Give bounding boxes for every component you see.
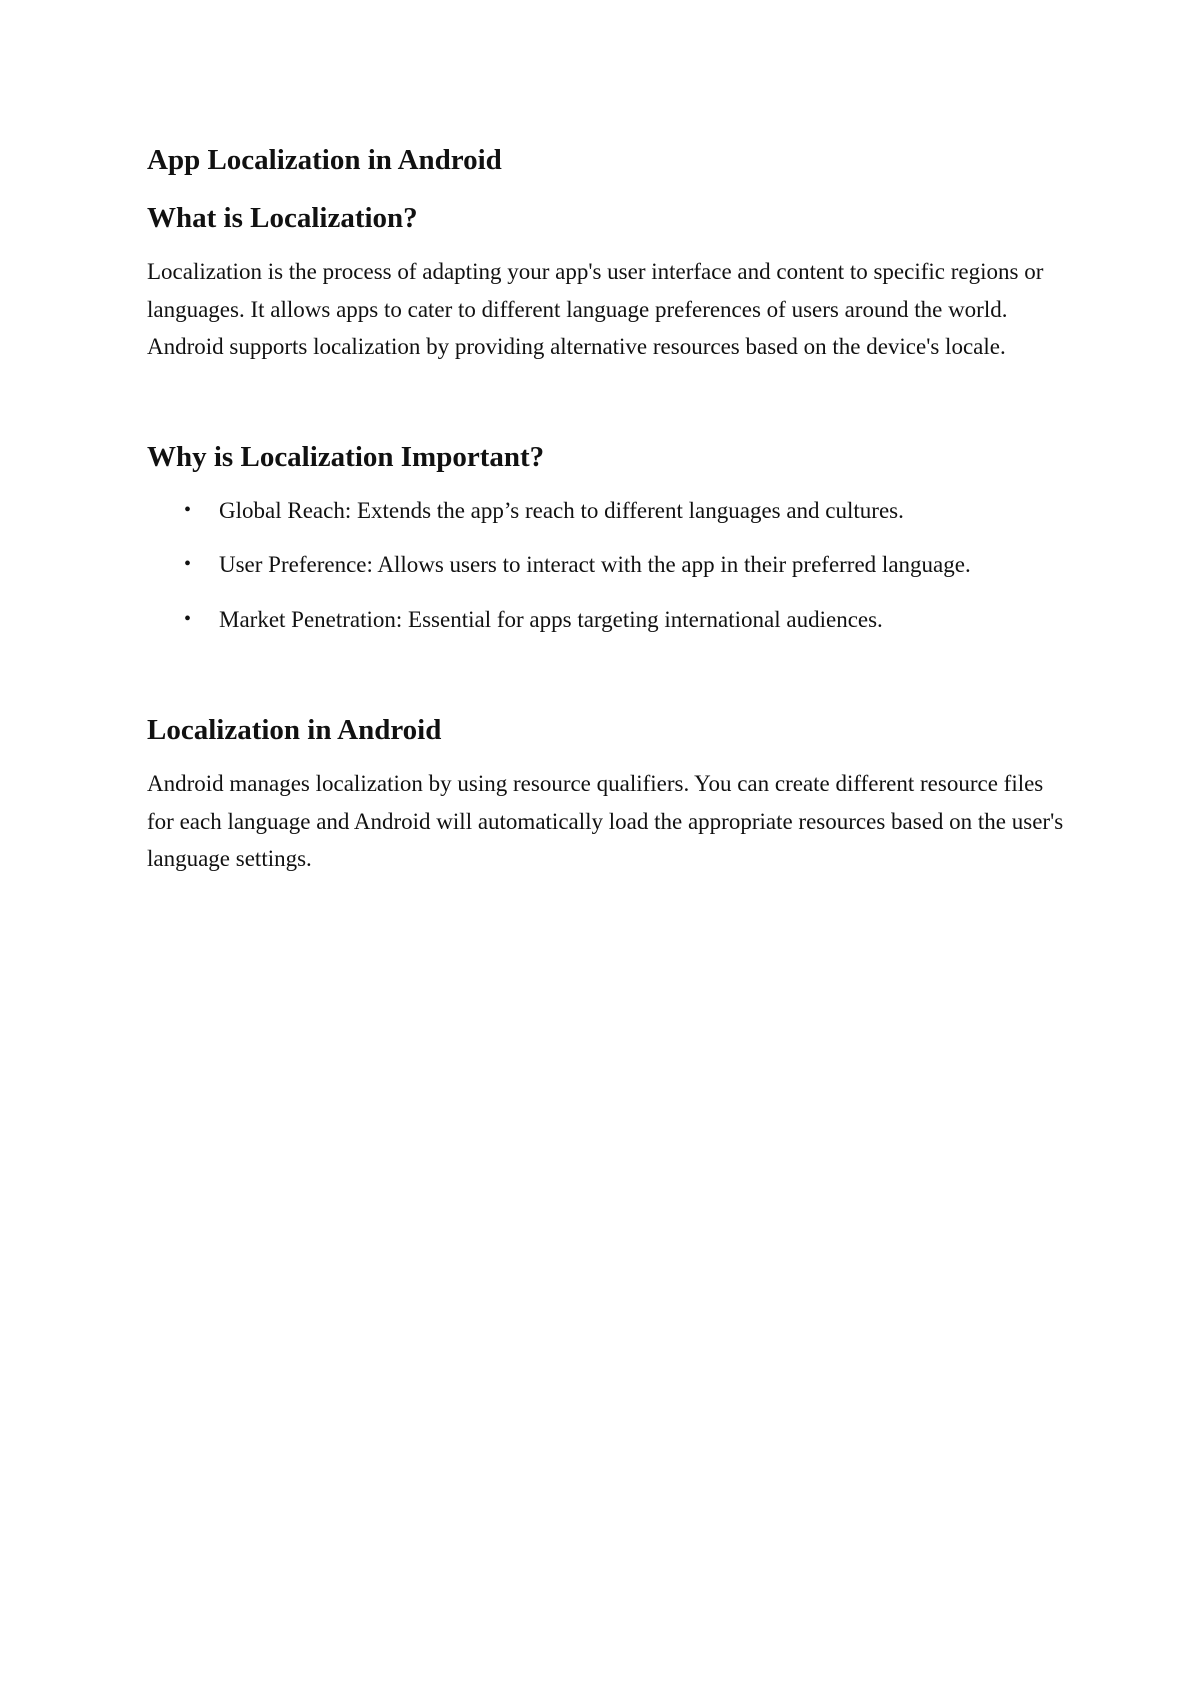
section-heading-why-important: Why is Localization Important? [147, 440, 545, 473]
paragraph-localization-in-android: Android manages localization by using resource qualifiers. You can create different resource files for each language and Android will automatically load the appropriate resources based on the user's language settings. [147, 771, 1064, 871]
bullet-icon: • [184, 498, 192, 521]
bullet-icon: • [184, 553, 192, 575]
document-page [147, 140, 1067, 878]
section-heading-what-is-localization: What is Localization? [147, 202, 418, 234]
list-item-text: Global Reach: Extends the app’s reach to different languages and cultures. [219, 497, 904, 523]
list-item [147, 546, 1067, 584]
bullet-icon: • [184, 607, 192, 630]
list-item-text: User Preference: Allows users to interact with the app in their preferred language. [219, 552, 971, 577]
benefits-list [147, 492, 1067, 639]
section-heading-localization-in-android: Localization in Android [147, 714, 442, 746]
list-item-text: Market Penetration: Essential for apps targeting international audiences. [219, 606, 883, 632]
list-item [147, 601, 1067, 639]
document-title: App Localization in Android [147, 144, 502, 176]
list-item [147, 492, 1067, 530]
paragraph-what-is-localization: Localization is the process of adapting your app's user interface and content to specific regions or languages. It allows apps to cater to different language preferences of users around the world. Android supports localization by providing alternative resources based on the device's locale. [147, 259, 1044, 359]
